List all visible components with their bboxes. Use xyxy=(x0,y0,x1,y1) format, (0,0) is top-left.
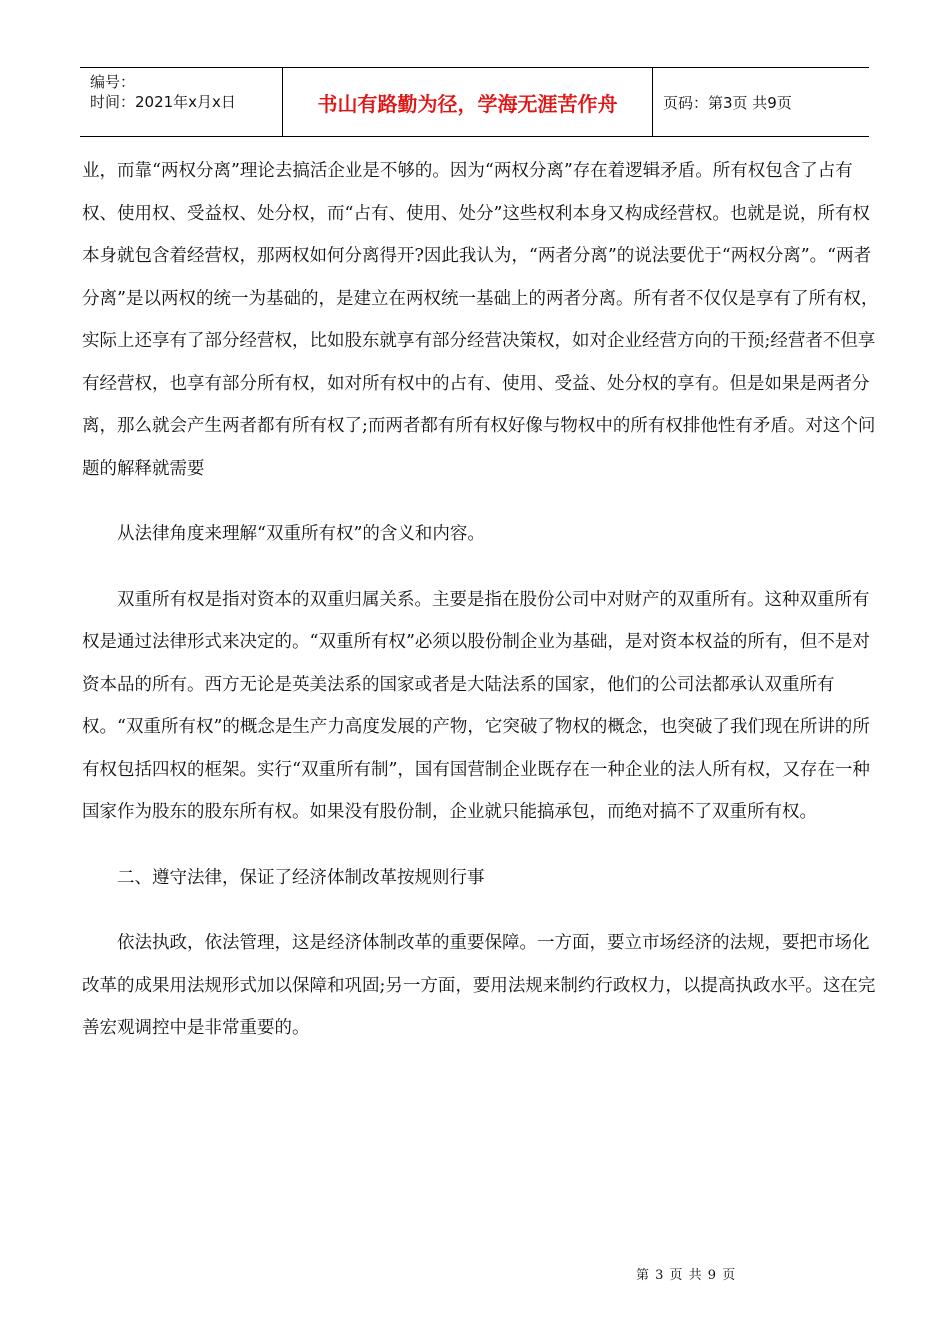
body-paragraph: 双重所有权是指对资本的双重归属关系。主要是指在股份公司中对财产的双重所有。这种双重所有权是通过法律形式来决定的。“双重所有权”必须以股份制企业为基础，是对资本权益的所有，但不是对资本品的所有。西方无论是英美法系的国家或者是大陆法系的国家，他们的公司法都承认双重所有权。“双重所有权”的概念是生产力高度发展的产物，它突破了物权的概念，也突破了我们现在所讲的所有权包括四权的框架。实行“双重所有制”，国有国营制企业既存在一种企业的法人所有权，又存在一种国家作为股东的股东所有权。如果没有股份制，企业就只能搞承包，而绝对搞不了双重所有权。 xyxy=(82,589,870,822)
number-label: 编号： xyxy=(90,73,136,91)
page-footer: 第 3 页 共 9 页 xyxy=(636,1268,737,1283)
body-paragraph: 从法律角度来理解“双重所有权”的含义和内容。 xyxy=(117,524,485,544)
header-motto: 书山有路勤为径，学海无涯苦作舟 xyxy=(282,68,653,136)
body-paragraph: 业，而靠“两权分离”理论去搞活企业是不够的。因为“两权分离”存在着逻辑矛盾。所有权包含了占有权、使用权、受益权、处分权，而“占有、使用、处分”这些权利本身又构成经营权。也就是说，所有权本身就包含着经营权，那两权如何分离得开?因此我认为，“两者分离”的说法要优于“两权分离”。“两者分离”是以两权的统一为基础的，是建立在两权统一基础上的两者分离。所有者不仅仅是享有了所有权，实际上还享有了部分经营权，比如股东就享有部分经营决策权，如对企业经营方向的干预;经营者不但享有经营权，也享有部分所有权，如对所有权中的占有、使用、受益、处分权的享有。但是如果是两者分离，那么就会产生两者都有所有权了;而两者都有所有权好像与物权中的所有权排他性有矛盾。对这个问题的解释就需要 xyxy=(82,161,879,479)
section-heading: 二、遵守法律，保证了经济体制改革按规则行事 xyxy=(117,867,485,888)
time-label: 时间：2021年x月x日 xyxy=(90,93,236,111)
header-page-info: 页码：第3页 共9页 xyxy=(663,93,792,112)
document-header xyxy=(80,67,869,137)
body-paragraph: 依法执政，依法管理，这是经济体制改革的重要保障。一方面，要立市场经济的法规，要把市场化改革的成果用法规形式加以保障和巩固;另一方面，要用法规来制约行政权力，以提高执政水平。这在完善宏观调控中是非常重要的。 xyxy=(82,933,876,1038)
header-meta xyxy=(80,68,282,136)
document-body xyxy=(82,150,882,1050)
